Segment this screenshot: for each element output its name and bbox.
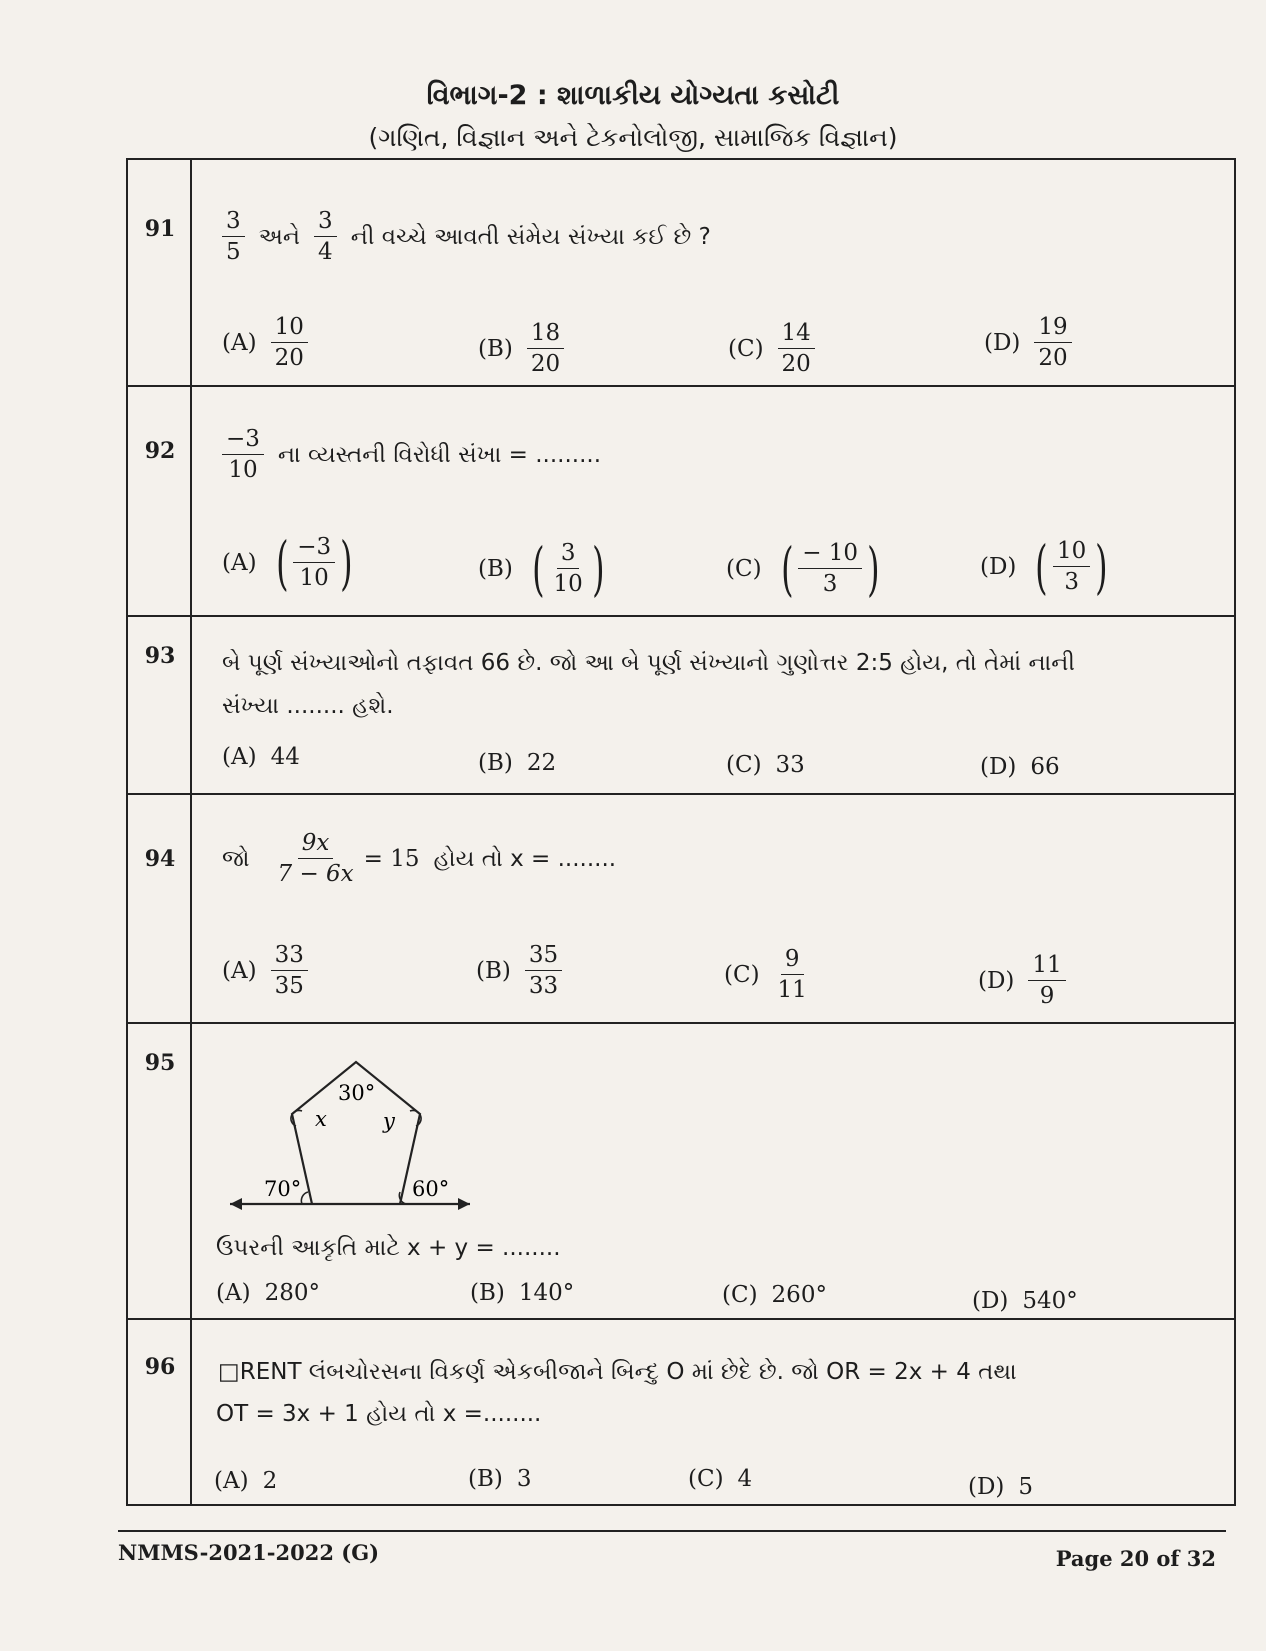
question-96-line1: □RENT લંબચોરસના વિકર્ણ એકબીજાને બિન્દુ O માં છેદે છે. જો OR = 2x + 4 તથા	[218, 1359, 1017, 1385]
option-d[interactable]: (D) $\frac{11}{9}$	[978, 950, 1066, 1011]
question-number: 93	[144, 643, 176, 669]
question-93-line2: સંખ્યા ........ હશે.	[222, 693, 394, 719]
question-number: 94	[144, 846, 176, 872]
option-a[interactable]: (A) $\frac{10}{20}$	[222, 312, 308, 373]
option-b[interactable]: (B) $\frac{18}{20}$	[478, 318, 564, 379]
arrow-left-icon	[230, 1198, 242, 1210]
angle-label-bottom-left: 70°	[264, 1177, 302, 1201]
column-divider	[190, 158, 192, 1506]
option-d[interactable]: (D) 66	[980, 754, 1060, 780]
option-d[interactable]: (D) 540°	[972, 1288, 1078, 1314]
row-divider	[126, 385, 1236, 387]
angle-label-top: 30°	[338, 1081, 376, 1105]
question-92-stem: $\frac{-3}{10}$ ના વ્યસ્તની વિરોધી સંખા = .........	[222, 424, 601, 485]
question-94-stem: જો $\frac{9x}{7 - 6x}$ = 15 હોય તો x = ........	[222, 830, 617, 887]
option-b[interactable]: (B) 140°	[470, 1280, 575, 1306]
option-b[interactable]: (B) 3	[468, 1466, 532, 1492]
option-c[interactable]: (C) $\frac{9}{11}$	[724, 946, 807, 1003]
option-a[interactable]: (A) $\frac{33}{35}$	[222, 940, 308, 1001]
section-subtitle: (ગણિત, વિજ્ઞાન અને ટેકનોલોજી, સામાજિક વિજ્ઞાન)	[368, 123, 898, 152]
row-divider	[126, 793, 1236, 795]
row-divider	[126, 1022, 1236, 1024]
footer-rule	[118, 1530, 1226, 1532]
option-d[interactable]: (D) 5	[968, 1474, 1034, 1500]
option-b[interactable]: (B) ( $\frac{3}{10}$ )	[478, 534, 605, 603]
option-c[interactable]: (C) 260°	[722, 1282, 827, 1308]
row-divider	[126, 615, 1236, 617]
question-number: 96	[144, 1354, 176, 1380]
option-c[interactable]: (C) $\frac{14}{20}$	[728, 318, 815, 379]
option-c[interactable]: (C) 4	[688, 1466, 753, 1492]
page-number: Page 20 of 32	[1055, 1546, 1216, 1571]
exam-code: NMMS-2021-2022 (G)	[118, 1540, 380, 1565]
angle-label-x: x	[315, 1107, 327, 1131]
question-number: 91	[144, 216, 176, 242]
option-d[interactable]: (D) $\frac{19}{20}$	[984, 312, 1072, 373]
option-b[interactable]: (B) $\frac{35}{33}$	[476, 940, 562, 1001]
fraction: $\frac{9x}{7 - 6x}$	[277, 830, 354, 887]
option-a[interactable]: (A) 280°	[216, 1280, 320, 1306]
question-96-line2: OT = 3x + 1 હોય તો x =........	[216, 1401, 542, 1427]
fraction: $\frac{-3}{10}$	[222, 424, 264, 485]
option-a[interactable]: (A) ( $\frac{-3}{10}$ )	[222, 528, 353, 597]
fraction: $\frac{3}{5}$	[222, 206, 245, 267]
fraction: $\frac{3}{4}$	[314, 206, 337, 267]
pentagon-diagram	[220, 1058, 480, 1218]
question-91-stem: $\frac{3}{5}$ અને $\frac{3}{4}$ ની વચ્ચે આવતી સંમેય સંખ્યા કઈ છે ?	[222, 206, 711, 267]
angle-label-y: y	[383, 1109, 395, 1133]
row-divider	[126, 1318, 1236, 1320]
arrow-right-icon	[458, 1198, 470, 1210]
option-c[interactable]: (C) ( $\frac{- 10}{3}$ )	[726, 534, 880, 603]
angle-label-bottom-right: 60°	[412, 1177, 450, 1201]
question-95-stem: ઉપરની આકૃતિ માટે x + y = ........	[216, 1235, 561, 1261]
question-number: 92	[144, 438, 176, 464]
section-title: વિભાગ-2 : શાળાકીય યોગ્યતા કસોટી	[426, 80, 840, 111]
question-93-line1: બે પૂર્ણ સંખ્યાઓનો તફાવત 66 છે. જો આ બે પૂર્ણ સંખ્યાનો ગુણોત્તર 2:5 હોય, તો તેમાં નાની	[222, 650, 1075, 676]
option-a[interactable]: (A) 44	[222, 744, 300, 770]
question-number: 95	[144, 1050, 176, 1076]
option-a[interactable]: (A) 2	[214, 1468, 278, 1494]
option-b[interactable]: (B) 22	[478, 750, 557, 776]
option-c[interactable]: (C) 33	[726, 752, 805, 778]
option-d[interactable]: (D) ( $\frac{10}{3}$ )	[980, 532, 1108, 601]
